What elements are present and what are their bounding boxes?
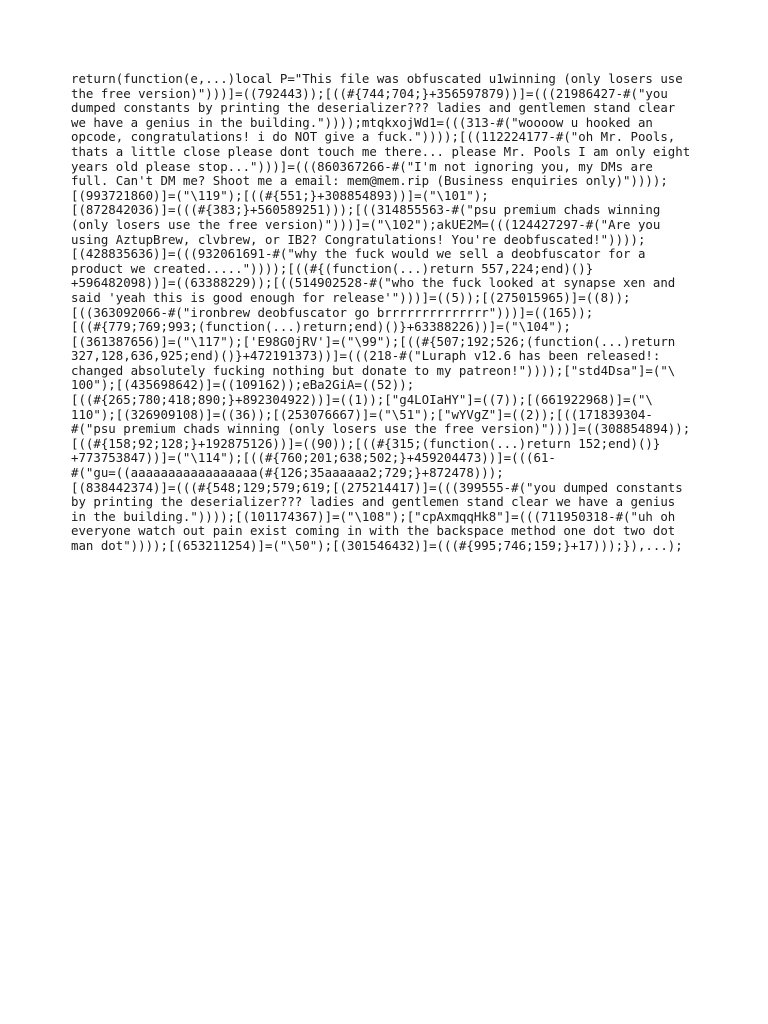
code-line: 110");[(326909108)]=((36));[(253076667)]=("\51");["wYVgZ"]=((2));[((171839304- [71, 406, 653, 422]
code-line: [(361387656)]=("\117");['E98G0jRV']=("\99");[((#{507;192;526;(function(...)return [71, 333, 676, 349]
code-line: [((#{158;92;128;}+192875126))]=((90));[((#{315;(function(...)return 152;end)()} [71, 435, 661, 451]
code-line: years old please stop...")))]=(((860367266-#("I'm not ignoring you, my DMs are [71, 158, 653, 174]
code-line: in the building."))));[(101174367)]=("\108");["cpAxmqqHk8"]=(((711950318-#("uh oh [71, 508, 676, 524]
code-line: [((363092066-#("ironbrew deobfuscator go brrrrrrrrrrrrrr")))]=((165)); [71, 304, 594, 320]
code-line: changed absolutely fucking nothing but donate to my patreon!"))));["std4Dsa"]=("\ [71, 362, 676, 378]
code-line: we have a genius in the building."))));mtqkxojWd1=(((313-#("woooow u hooked an [71, 114, 653, 130]
obfuscated-code-text [71, 72, 711, 554]
code-line: (only losers use the free version)")))]=("\102");akUE2M=(((124427297-#("Are you [71, 216, 661, 232]
code-line: [(428835636)]=(((932061691-#("why the fuck would we sell a deobfuscator for a [71, 246, 646, 262]
code-line: using AztupBrew, clvbrew, or IB2? Congratulations! You're deobfuscated!")))); [71, 231, 646, 247]
code-line: full. Can't DM me? Shoot me a email: mem@mem.rip (Business enquiries only)")))); [71, 173, 668, 189]
code-line: [((#{265;780;418;890;}+892304922))]=((1));["g4LOIaHY"]=((7));[(661922968)]=("\ [71, 392, 653, 408]
code-line: [(838442374)]=(((#{548;129;579;619;[(275214417)]=(((399555-#("you dumped constants [71, 479, 683, 495]
code-line: the free version)")))]=((792443));[((#{744;704;}+356597879))]=(((21986427-#("you [71, 85, 668, 101]
code-line: opcode, congratulations! i do NOT give a fuck."))));[((112224177-#("oh Mr. Pools, [71, 129, 676, 145]
code-line: everyone watch out pain exist coming in with the backspace method one dot two dot [71, 523, 676, 539]
code-line: by printing the deserializer??? ladies and gentlemen stand clear we have a genius [71, 494, 676, 510]
code-line: +773753847))]=("\114");[((#{760;201;638;502;}+459204473))]=(((61- [71, 450, 556, 466]
code-line: said 'yeah this is good enough for release'")))]=((5));[(275015965)]=((8)); [71, 289, 631, 305]
code-line: product we created....."))));[((#{(function(...)return 557,224;end)()} [71, 260, 594, 276]
code-line: return(function(e,...)local P="This file was obfuscated u1winning (only losers use [71, 71, 683, 86]
code-line: #("gu=((aaaaaaaaaaaaaaaaa(#{126;35aaaaaa2;729;}+872478))); [71, 465, 504, 481]
code-line: #("psu premium chads winning (only losers use the free version)")))]=((308854894)); [71, 421, 691, 437]
code-line: man dot"))));[(653211254)]=("\50");[(301546432)]=(((#{995;746;159;}+17)));}),...); [71, 538, 683, 553]
code-line: +596482098))]=((63388229));[((514902528-#("who the fuck looked at synapse xen and [71, 275, 676, 291]
code-line: [((#{779;769;993;(function(...)return;end)()}+63388226))]=("\104"); [71, 319, 571, 335]
code-line: 327,128,636,925;end)()}+472191373))]=(((218-#("Luraph v12.6 has been released!: [71, 348, 661, 364]
code-line: 100");[(435698642)]=((109162));eBa2GiA=((52)); [71, 377, 415, 393]
code-line: thats a little close please dont touch me there... please Mr. Pools I am only eight [71, 143, 691, 159]
code-line: dumped constants by printing the deserializer??? ladies and gentlemen stand clear [71, 100, 676, 116]
code-line: [(993721860)]=("\119");[((#{551;}+308854893))]=("\101"); [71, 187, 489, 203]
code-line: [(872842036)]=(((#{383;}+560589251)));[((314855563-#("psu premium chads winning [71, 202, 661, 218]
